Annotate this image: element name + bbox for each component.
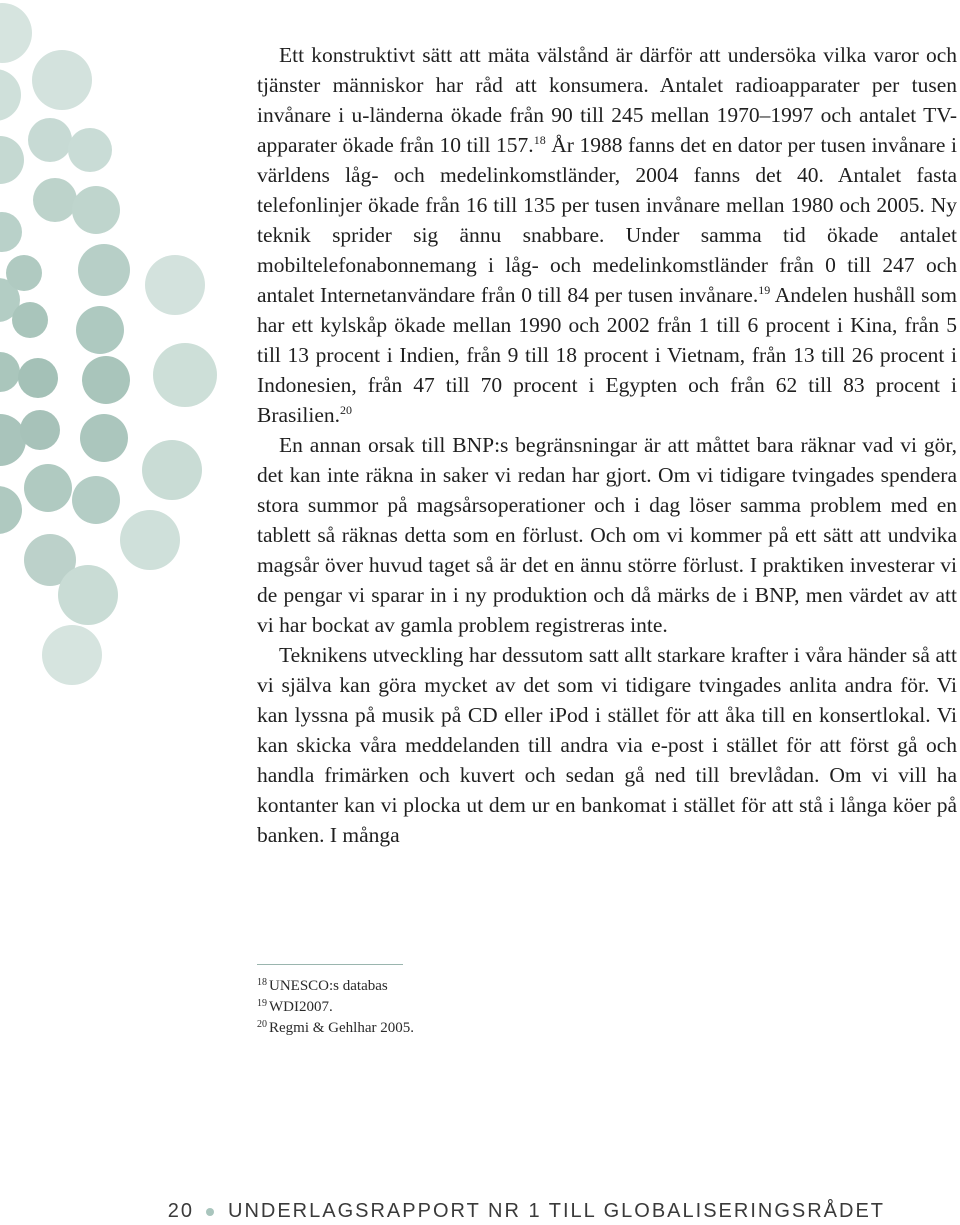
main-text-column bbox=[257, 40, 957, 850]
footnote-item bbox=[257, 997, 414, 1018]
footnote-text: UNESCO:s databas bbox=[269, 978, 388, 994]
footnote-item bbox=[257, 976, 414, 997]
decorative-dot-pattern bbox=[0, 0, 240, 720]
paragraph-1-part-3: Andelen hushåll som har ett kylskåp ökade mellan 1990 och 2002 från 1 till 6 procent i Kina, från 5 till 13 procent i Indien, från 9 till 18 procent i Vietnam, från 13 till 26 procent i Indonesien, från 47 till 70 procent i Egypten och från 62 till 83 procent i Brasilien. bbox=[257, 283, 957, 427]
paragraph-3: Teknikens utveckling har dessutom satt allt starkare krafter i våra händer så att vi själva kan göra mycket av det som vi tidigare tvingades anlita andra för. Vi kan lyssna på musik på CD eller iPod i stället för att åka till en konsertlokal. Vi kan skicka våra meddelanden till andra via e-post i stället för att först gå och handla frimärken och kuvert och sedan gå ned till brevlådan. Om vi vill ha kontanter kan vi plocka ut dem ur en bankomat i stället för att stå i långa köer på banken. I många bbox=[257, 643, 957, 847]
footnote-ref-19[interactable]: 19 bbox=[758, 283, 771, 297]
running-title: UNDERLAGSRAPPORT NR 1 TILL GLOBALISERINGSRÅDET bbox=[228, 1200, 885, 1222]
footnote-ref-20[interactable]: 20 bbox=[340, 403, 352, 417]
footnote-number: 19 bbox=[257, 998, 267, 1009]
paragraph-1-part-1: Ett konstruktivt sätt att mäta välstånd är därför att undersöka vilka varor och tjänster människor har råd att konsumera. Antalet radioapparater per tusen invånare i u-länderna ökade från 90 till 245 mellan 1970–1997 och antalet TV-apparater ökade från 10 till 157. bbox=[257, 43, 957, 157]
dot-column-4 bbox=[120, 255, 217, 570]
footnotes bbox=[257, 976, 414, 1039]
footnote-ref-18[interactable]: 18 bbox=[533, 133, 546, 147]
footnote-divider bbox=[257, 964, 403, 965]
paragraph-1-part-2: År 1988 fanns det en dator per tusen invånare i världens låg- och medelinkomstländer, 2004 fanns det 40. Antalet fasta telefonlinjer ökade från 16 till 135 per tusen invånare mellan 1980 och 2005. Ny teknik sprider sig ännu snabbare. Under samma tid ökade antalet mobiltelefonabonnemang i låg- och medelinkomstländer från 0 till 247 och antalet Internetanvändare från 0 till 84 per tusen invånare. bbox=[257, 133, 957, 307]
footnote-text: Regmi & Gehlhar 2005. bbox=[269, 1020, 414, 1036]
footnote-number: 18 bbox=[257, 977, 267, 988]
footnote-number: 20 bbox=[257, 1019, 267, 1030]
paragraph-2: En annan orsak till BNP:s begränsningar är att måttet bara räknar vad vi gör, det kan inte räkna in saker vi redan har gjort. Om vi tidigare tvingades spendera stora summor på magsårsoperationer och i dag löser samma problem med en tablett så räknas detta som en förlust. Och om vi kommer på ett sätt att undvika magsår över huvud taget så är det en ännu större förlust. I praktiken investerar vi de pengar vi sparar in i ny produktion och då märks de i BNP, men värdet av att vi har bockat av gamla problem registreras inte. bbox=[257, 433, 957, 637]
bullet-icon bbox=[206, 1208, 214, 1216]
footnote-item bbox=[257, 1018, 414, 1039]
paragraph-1 bbox=[257, 40, 957, 430]
page-number: 20 bbox=[167, 1200, 195, 1222]
footnote-text: WDI2007. bbox=[269, 999, 333, 1015]
page-footer bbox=[168, 1200, 885, 1223]
